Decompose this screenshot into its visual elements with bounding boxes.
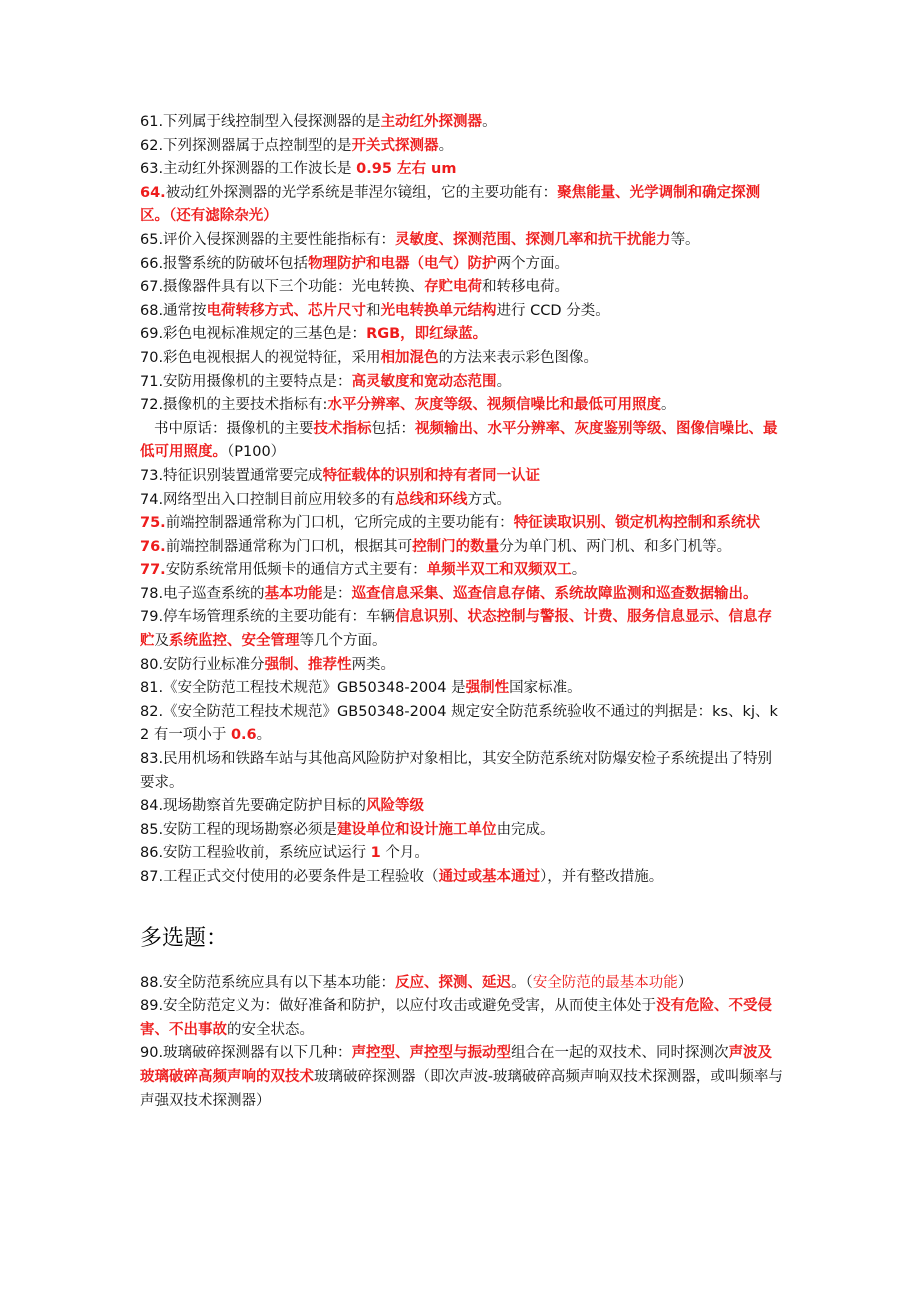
question-text-span: 开关式探测器 <box>351 137 439 154</box>
question-item-63 <box>140 158 785 182</box>
question-text-span: 由完成。 <box>496 821 555 838</box>
question-text-span: 68.通常按 <box>140 302 207 319</box>
question-text-span: 玻璃破碎探测器 <box>314 1068 416 1085</box>
question-text-span: 控制门的数量 <box>412 538 500 555</box>
multiple-choice-list <box>140 972 785 1114</box>
question-text-span: 是： <box>322 585 352 602</box>
question-text-span: 被动红外探测器的光学系统是菲涅尔镜组，它的主要功能有： <box>165 184 558 201</box>
question-text-span: 89.安全防范定义为：做好准备和防护，以应付攻击或避免受害，从而使主体处于 <box>140 998 657 1015</box>
question-text-span: ） <box>677 974 693 991</box>
question-text-span: 进行 CCD 分类。 <box>496 302 610 319</box>
document-page <box>140 111 785 1113</box>
question-text-span: 。 <box>256 727 272 744</box>
question-text-span: 巡查信息采集、巡查信息存储、系统故障监测和巡查数据输出。 <box>351 585 758 602</box>
question-item-66 <box>140 253 785 277</box>
question-item-69 <box>140 323 785 347</box>
question-text-span: 75. <box>140 515 166 532</box>
question-text-span: 前端控制器通常称为门口机，根据其可 <box>165 538 413 555</box>
question-text-span: （即次声波-玻璃破碎高频声响双技术探测器，或叫频率与声强双技术探测器） <box>140 1068 783 1109</box>
question-item-74 <box>140 489 785 513</box>
question-text-span: 前端控制器通常称为门口机，它所完成的主要功能有： <box>165 515 514 532</box>
question-text-span: 信息识别、状态控制与警报、计费、服务信息显示、信息存贮 <box>140 609 773 650</box>
question-text-span: 两个方面。 <box>496 255 570 272</box>
question-text-span: 83.民用机场和铁路车站与其他高风险防护对象相比，其安全防范系统对防爆安检子系统提出了特别要求。 <box>140 751 773 791</box>
question-text-span: 组合在一起的双技术、同时探测次 <box>511 1045 729 1062</box>
question-item-85 <box>140 819 785 843</box>
question-text-span: （P100） <box>227 444 286 461</box>
question-text-span: 相加混色 <box>380 349 439 366</box>
question-text-span: 74.网络型出入口控制目前应用较多的有 <box>140 491 396 508</box>
question-text-span: 高灵敏度和宽动态范围 <box>351 373 497 390</box>
question-text-span: 62.下列探测器属于点控制型的是 <box>140 137 352 154</box>
question-item-83 <box>140 748 785 795</box>
question-item-86 <box>140 842 785 866</box>
question-text-span: 灵敏度、探测范围、探测几率和抗干扰能力 <box>395 231 671 248</box>
question-text-span: 水平分辨率、灰度等级、视频信噪比和最低可用照度 <box>327 397 661 414</box>
question-text-span: 。 <box>571 562 587 579</box>
question-text-span: 技术指标 <box>313 420 372 437</box>
single-choice-list <box>140 111 785 890</box>
question-text-span: 包括： <box>371 420 415 437</box>
question-text-span: 特征载体的识别和持有者同一认证 <box>322 467 541 484</box>
question-item-65 <box>140 229 785 253</box>
question-item-75 <box>140 512 785 536</box>
question-text-span: 78.电子巡查系统的 <box>140 585 265 602</box>
question-text-span: 79.停车场管理系统的主要功能有：车辆 <box>140 609 396 626</box>
question-text-span: 建设单位和设计施工单位 <box>337 821 497 838</box>
question-text-span: 87.工程正式交付使用的必要条件是工程验收（ <box>140 869 439 885</box>
question-text-span: 82.《安全防范工程技术规范》GB50348-2004 规定安全防范系统验收不通过的判据是：ks、kj、k2 有一项小于 <box>140 703 778 744</box>
question-text-span: 系统监控、安全管理 <box>169 633 300 650</box>
question-text-span: 86.安防工程验收前，系统应试运行 <box>140 845 371 862</box>
question-text-span: 85.安防工程的现场勘察必须是 <box>140 821 338 838</box>
question-item-87 <box>140 866 785 890</box>
question-item-89 <box>140 995 785 1042</box>
question-item-80 <box>140 654 785 678</box>
question-text-span: 没有危险、不受侵害、不出事故 <box>140 998 773 1038</box>
question-item-68 <box>140 300 785 324</box>
question-text-span: 65.评价入侵探测器的主要性能指标有： <box>140 231 396 248</box>
question-item-81 <box>140 677 785 701</box>
question-text-span: 。 <box>496 373 512 390</box>
section-title-multiple-choice: 多选题： <box>140 925 229 951</box>
question-item-88 <box>140 972 785 996</box>
question-item-72b <box>140 418 785 465</box>
question-text-span: 1 <box>370 845 381 862</box>
question-text-span: 81.《安全防范工程技术规范》GB50348-2004 是 <box>140 680 466 697</box>
question-text-span: 88.安全防范系统应具有以下基本功能： <box>140 974 396 991</box>
question-text-span: 等。 <box>670 231 700 248</box>
question-item-78 <box>140 583 785 607</box>
question-item-84 <box>140 795 785 819</box>
question-text-span: 视频输出、水平分辨率、灰度鉴别等级、图像信噪比、最低可用照度。 <box>140 420 778 461</box>
question-item-71 <box>140 371 785 395</box>
question-text-span: RGB，即红绿蓝。 <box>366 326 488 343</box>
question-text-span: 基本功能 <box>264 585 323 602</box>
question-text-span: 和 <box>366 302 381 319</box>
question-text-span: 61.下列属于线控制型入侵探测器的是 <box>140 114 381 130</box>
question-item-76 <box>140 536 785 560</box>
question-text-span: 。（ <box>511 974 533 991</box>
question-item-67 <box>140 276 785 300</box>
question-text-span: 90.玻璃破碎探测器有以下几种： <box>140 1045 352 1062</box>
question-text-span: 国家标准。 <box>509 680 582 697</box>
question-item-73 <box>140 465 785 489</box>
question-item-90 <box>140 1042 785 1113</box>
question-text-span: 72.摄像机的主要技术指标有: <box>140 397 328 414</box>
question-text-span: 等几个方面。 <box>299 633 387 650</box>
question-text-span: 强制、推荐性 <box>264 656 352 673</box>
question-text-span: 电荷转移方式、芯片尺寸 <box>206 302 367 319</box>
question-text-span: 69.彩色电视标准规定的三基色是： <box>140 326 367 343</box>
question-text-span: 66.报警系统的防破坏包括 <box>140 255 309 272</box>
question-text-span: 强制性 <box>465 680 510 697</box>
question-text-span: ），并有整改措施。 <box>540 869 664 885</box>
question-text-span: 及 <box>154 633 169 650</box>
question-text-span: 总线和环线 <box>395 491 468 508</box>
question-text-span: 个月。 <box>380 845 429 862</box>
question-text-span: 76. <box>140 538 166 555</box>
question-text-span: 安全防范的最基本功能 <box>532 974 678 991</box>
question-text-span: 63.主动红外探测器的工作波长是 <box>140 161 357 178</box>
question-text-span: 特征读取识别、锁定机构控制和系统状 <box>513 515 761 532</box>
question-text-span: 77. <box>140 562 166 579</box>
question-item-62 <box>140 135 785 159</box>
question-text-span: 单频半双工和双频双工 <box>426 562 572 579</box>
question-text-span: 73.特征识别装置通常要完成 <box>140 467 323 484</box>
question-text-span: 声控型、声控型与振动型 <box>351 1045 512 1062</box>
question-text-span: 的安全状态。 <box>227 1021 314 1038</box>
question-text-span: 和转移电荷。 <box>482 279 570 296</box>
question-text-span: 71.安防用摄像机的主要特点是： <box>140 373 352 390</box>
question-text-span: 70.彩色电视根据人的视觉特征，采用 <box>140 349 381 366</box>
question-text-span: 80.安防行业标准分 <box>140 656 265 673</box>
question-text-span: 声波及玻璃破碎高频声响的双技术 <box>140 1045 773 1085</box>
question-text-span: 主动红外探测器 <box>380 114 483 130</box>
question-text-span: 书中原话：摄像机的主要 <box>154 420 314 437</box>
question-text-span: 。 <box>438 137 454 154</box>
question-text-span: 安防系统常用低频卡的通信方式主要有： <box>165 562 427 579</box>
question-text-span: 分为单门机、两门机、和多门机等。 <box>499 538 732 555</box>
question-text-span: 。 <box>482 114 497 130</box>
question-text-span: 64. <box>140 184 166 201</box>
question-text-span: 通过或基本通过 <box>438 869 541 885</box>
question-text-span: 存贮电荷 <box>424 279 483 296</box>
question-text-span: 光电转换单元结构 <box>380 302 497 319</box>
question-text-span: 聚焦能量、光学调制和确定探测区。（还有滤除杂光） <box>140 184 761 225</box>
question-text-span: 0.95 左右 um <box>356 161 457 178</box>
question-text-span: 物理防护和电器（电气）防护 <box>308 255 497 272</box>
question-text-span: 84.现场勘察首先要确定防护目标的 <box>140 798 367 815</box>
question-item-70 <box>140 347 785 371</box>
question-text-span: 两类。 <box>351 656 396 673</box>
question-text-span: 的方法来表示彩色图像。 <box>438 349 599 366</box>
question-item-82 <box>140 701 785 748</box>
question-text-span: 反应、探测、延迟 <box>395 974 512 991</box>
question-item-64 <box>140 182 785 229</box>
question-text-span: 0.6 <box>230 727 257 744</box>
question-item-72 <box>140 394 785 418</box>
question-item-61 <box>140 111 785 135</box>
question-text-span: 方式。 <box>467 491 512 508</box>
question-text-span: 67.摄像器件具有以下三个功能：光电转换、 <box>140 279 425 296</box>
question-text-span: 风险等级 <box>366 798 425 815</box>
question-item-79 <box>140 606 785 653</box>
question-item-77 <box>140 559 785 583</box>
question-text-span: 。 <box>660 397 676 414</box>
